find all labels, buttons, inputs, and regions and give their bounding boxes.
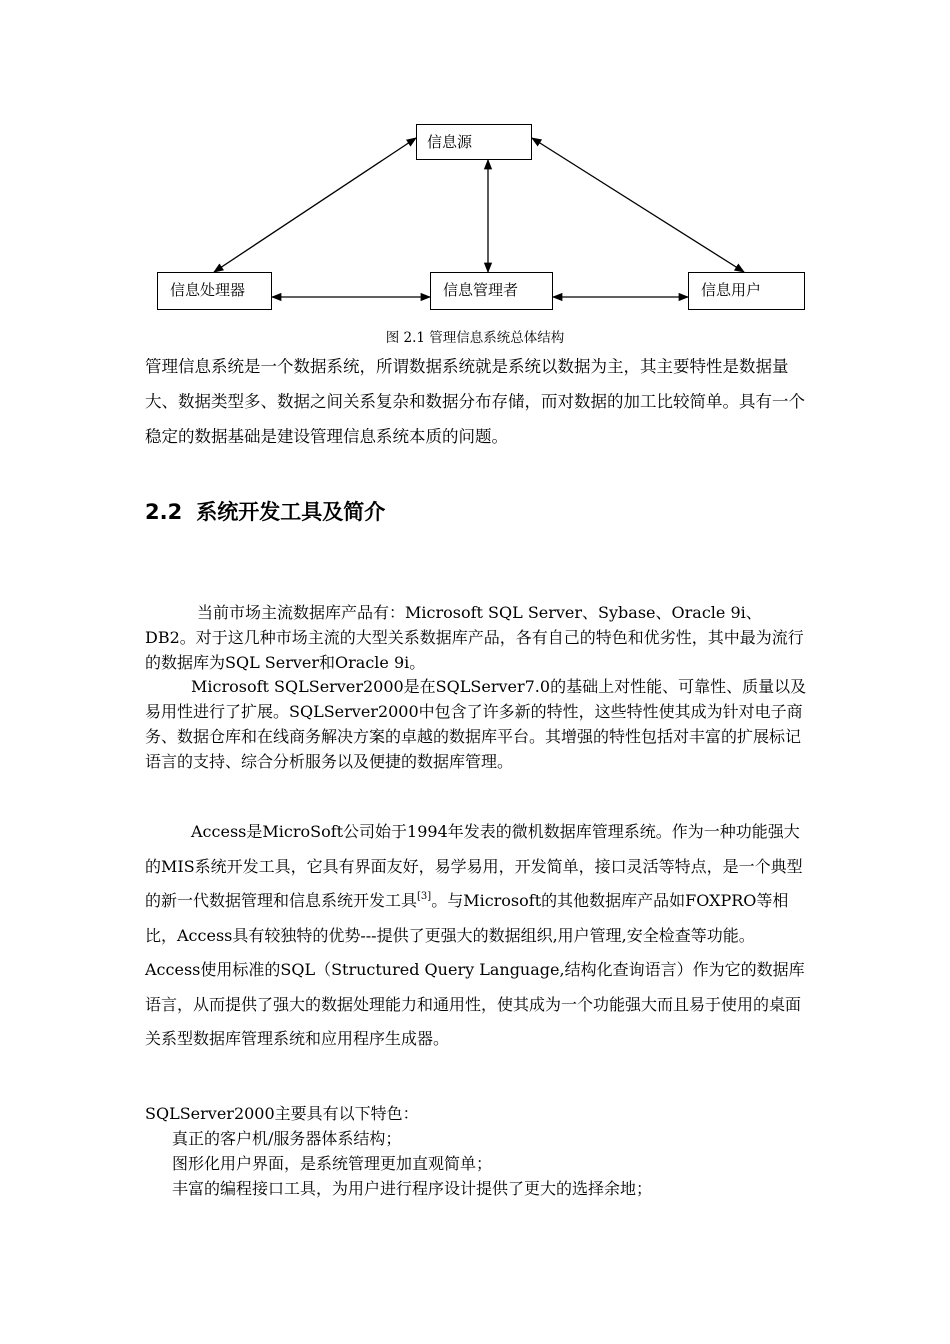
access-text-part2: 。与Microsoft的其他数据库产品如FOXPRO等相比，Access具有较独特的优势---提供了更强大的数据组织,用户管理,安全检查等功能。Access使用标准的SQL（Structured Query Language,结构化查询语言）作为它的数据库语言，从而提供了强大的数据处理能力和通用性，使其成为一个功能强大而且易于使用的桌面关系型数据库管理系统和应用程序生成器。	[145, 891, 805, 1048]
section-heading	[145, 496, 385, 526]
node-label: 信息处理器	[170, 281, 246, 299]
features-list	[172, 1126, 652, 1201]
system-structure-diagram	[0, 0, 950, 360]
citation-ref: [3]	[417, 891, 432, 902]
node-information-manager	[430, 272, 553, 310]
node-label: 信息源	[427, 133, 473, 151]
arrow-source-user	[532, 138, 744, 272]
node-label: 信息管理者	[443, 281, 519, 299]
access-text-part1: Access是MicroSoft公司始于1994年发表的微机数据库管理系统。作为一种功能强大的MIS系统开发工具，它具有界面友好，易学易用，开发简单，接口灵活等特点，是一个典型的新一代数据管理和信息系统开发工具	[145, 822, 803, 910]
sqlserver-paragraph	[145, 674, 810, 774]
access-paragraph	[145, 815, 810, 1057]
list-item: 图形化用户界面，是系统管理更加直观简单；	[172, 1154, 493, 1173]
intro-paragraph: 管理信息系统是一个数据系统，所谓数据系统就是系统以数据为主，其主要特性是数据量大、数据类型多、数据之间关系复杂和数据分布存储，而对数据的加工比较简单。具有一个稳定的数据基础是建设管理信息系统本质的问题。	[145, 357, 805, 446]
list-item: 真正的客户机/服务器体系结构；	[172, 1129, 402, 1148]
node-information-source	[416, 124, 532, 160]
node-label: 信息用户	[701, 281, 762, 299]
node-information-user	[688, 272, 805, 310]
sqlserver-text: Microsoft SQLServer2000是在SQLServer7.0的基础上对性能、可靠性、质量以及易用性进行了扩展。SQLServer2000中包含了许多新的特性，这些特性使其成为针对电子商务、数据仓库和在线商务解决方案的卓越的数据库平台。其增强的特性包括对丰富的扩展标记语言的支持、综合分析服务以及便捷的数据库管理。	[145, 677, 807, 771]
list-item: 丰富的编程接口工具，为用户进行程序设计提供了更大的选择余地；	[172, 1179, 653, 1198]
section-number: 2.2	[145, 500, 183, 524]
features-lead: SQLServer2000主要具有以下特色：	[145, 1104, 419, 1123]
figure-caption: 图 2.1 管理信息系统总体结构	[385, 330, 565, 346]
databases-text: 当前市场主流数据库产品有：Microsoft SQL Server、Sybase、Oracle 9i、DB2。对于这几种市场主流的大型关系数据库产品，各有自己的特色和优劣性，其中最为流行的数据库为SQL Server和Oracle 9i。	[145, 603, 804, 672]
section-title: 系统开发工具及简介	[196, 500, 386, 524]
databases-paragraph	[145, 600, 810, 675]
arrow-processor-source	[214, 138, 416, 272]
node-information-processor	[157, 272, 272, 310]
